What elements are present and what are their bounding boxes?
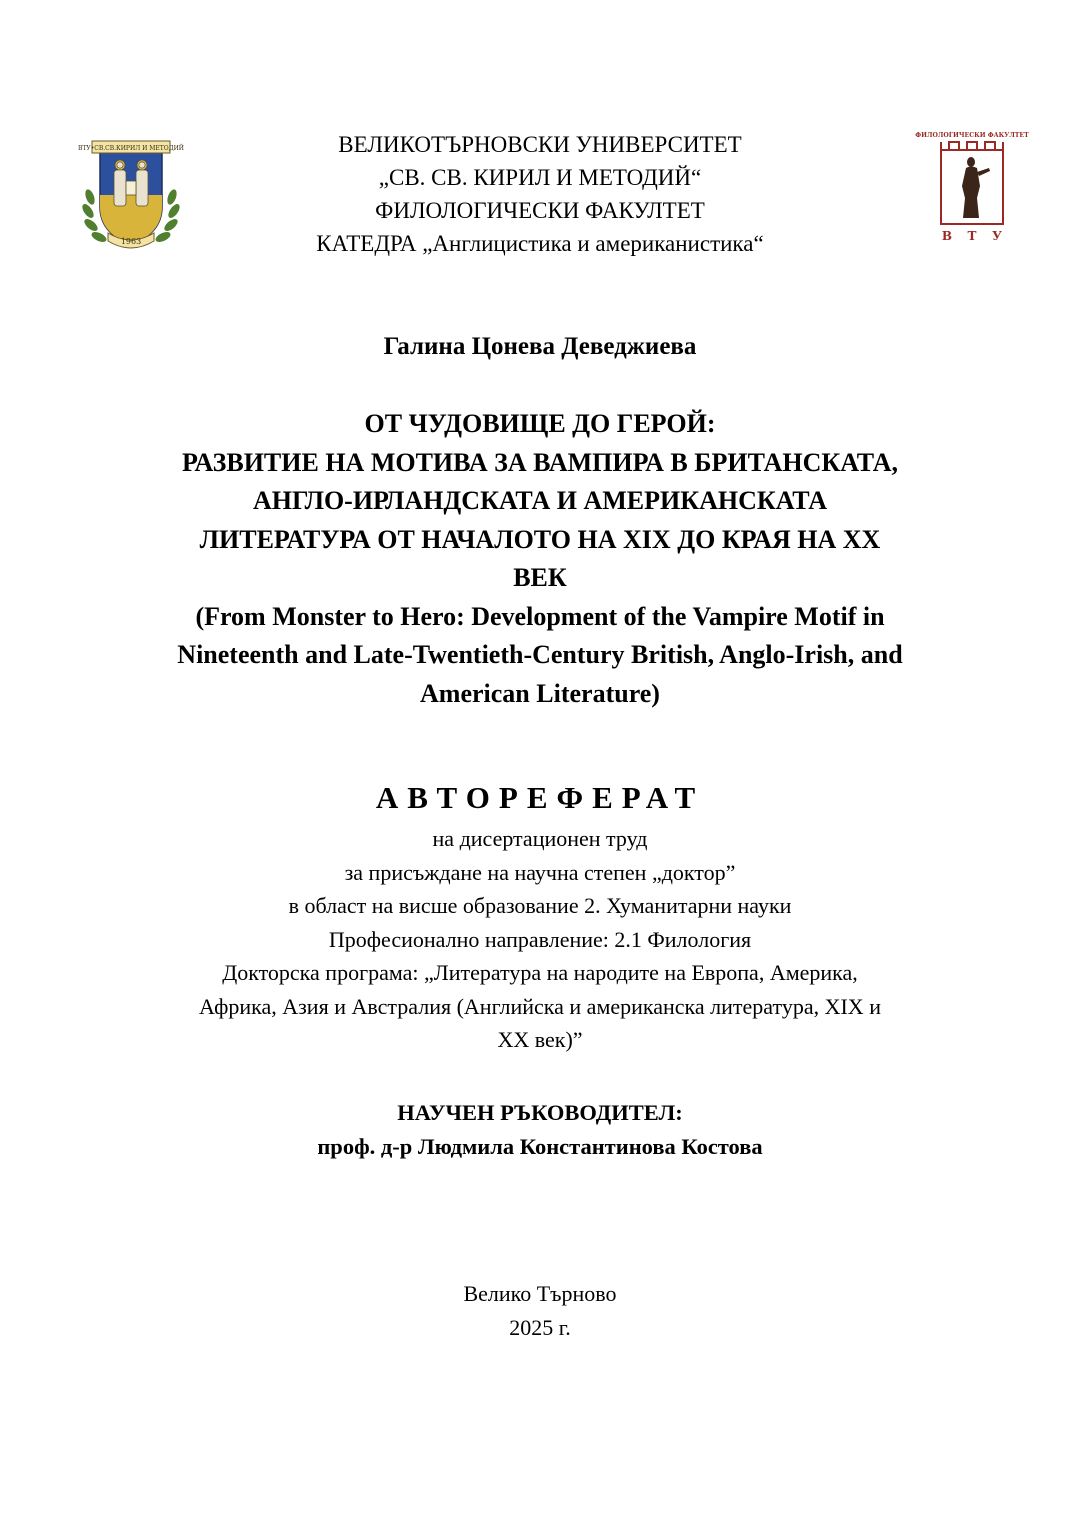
faculty-letter-3: У — [992, 229, 1002, 243]
supervisor-name: проф. д-р Людмила Константинова Костова — [317, 1134, 763, 1159]
supervisor-block — [140, 1096, 940, 1164]
institution-header — [240, 128, 840, 260]
faculty-logo — [915, 128, 1029, 246]
faculty-logo-top-text: ФИЛОЛОГИЧЕСКИ ФАКУЛТЕТ — [915, 132, 1029, 139]
title-bg-line: ВЕК — [513, 563, 567, 592]
title-en-line: (From Monster to Hero: Development of the Vampire Motif in — [195, 601, 885, 631]
faculty-line: ФИЛОЛОГИЧЕСКИ ФАКУЛТЕТ — [375, 198, 705, 223]
details-line: XX век)” — [497, 1027, 583, 1052]
supervisor-label: НАУЧЕН РЪКОВОДИТЕЛ: — [397, 1100, 683, 1125]
university-line: ВЕЛИКОТЪРНОВСКИ УНИВЕРСИТЕТ — [338, 132, 742, 157]
place-and-year — [240, 1277, 840, 1345]
university-name-line: „СВ. СВ. КИРИЛ И МЕТОДИЙ“ — [378, 165, 702, 190]
author-name: Галина Цонева Деведжиева — [383, 333, 697, 360]
title-bg-line: ОТ ЧУДОВИЩЕ ДО ГЕРОЙ: — [364, 409, 716, 438]
city: Велико Търново — [463, 1281, 617, 1306]
title-en-line: Nineteenth and Late-Twentieth-Century British, Anglo-Irish, and — [177, 640, 903, 669]
title-bg-line: ЛИТЕРАТУРА ОТ НАЧАЛОТО НА XIX ДО КРАЯ НА XX — [199, 524, 881, 554]
university-crest-icon — [77, 137, 185, 255]
crest-year-text: 1963 — [120, 237, 142, 246]
department-line: КАТЕДРА „Англицистика и американистика“ — [316, 231, 764, 256]
details-line: в област на висше образование 2. Хуманитарни науки — [288, 893, 792, 918]
title-bg-line: АНГЛО-ИРЛАНДСКАТА И АМЕРИКАНСКАТА — [252, 486, 828, 515]
details-line: Африка, Азия и Австралия (Английска и американска литература, XIX и — [199, 993, 881, 1019]
university-crest-logo — [77, 137, 185, 255]
dissertation-title — [110, 405, 970, 713]
faculty-letter-2: Т — [967, 229, 977, 243]
crest-banner-text: ВТУ•СВ.СВ.КИРИЛ И МЕТОДИЙ — [77, 145, 185, 152]
details-line: на дисертационен труд — [432, 826, 648, 851]
faculty-emblem-icon — [915, 128, 1029, 246]
document-type-heading: АВТОРЕФЕРАТ — [375, 780, 705, 815]
title-en-line: American Literature) — [420, 678, 660, 708]
year: 2025 г. — [509, 1315, 571, 1340]
details-line: Докторска програма: „Литература на народите на Европа, Америка, — [222, 960, 858, 985]
dissertation-details — [110, 822, 970, 1057]
details-line: Професионално направление: 2.1 Филология — [328, 926, 752, 952]
details-line: за присъждане на научна степен „доктор” — [344, 859, 736, 885]
title-bg-line: РАЗВИТИЕ НА МОТИВА ЗА ВАМПИРА В БРИТАНСКАТА, — [181, 447, 899, 477]
faculty-letter-1: В — [941, 229, 953, 243]
